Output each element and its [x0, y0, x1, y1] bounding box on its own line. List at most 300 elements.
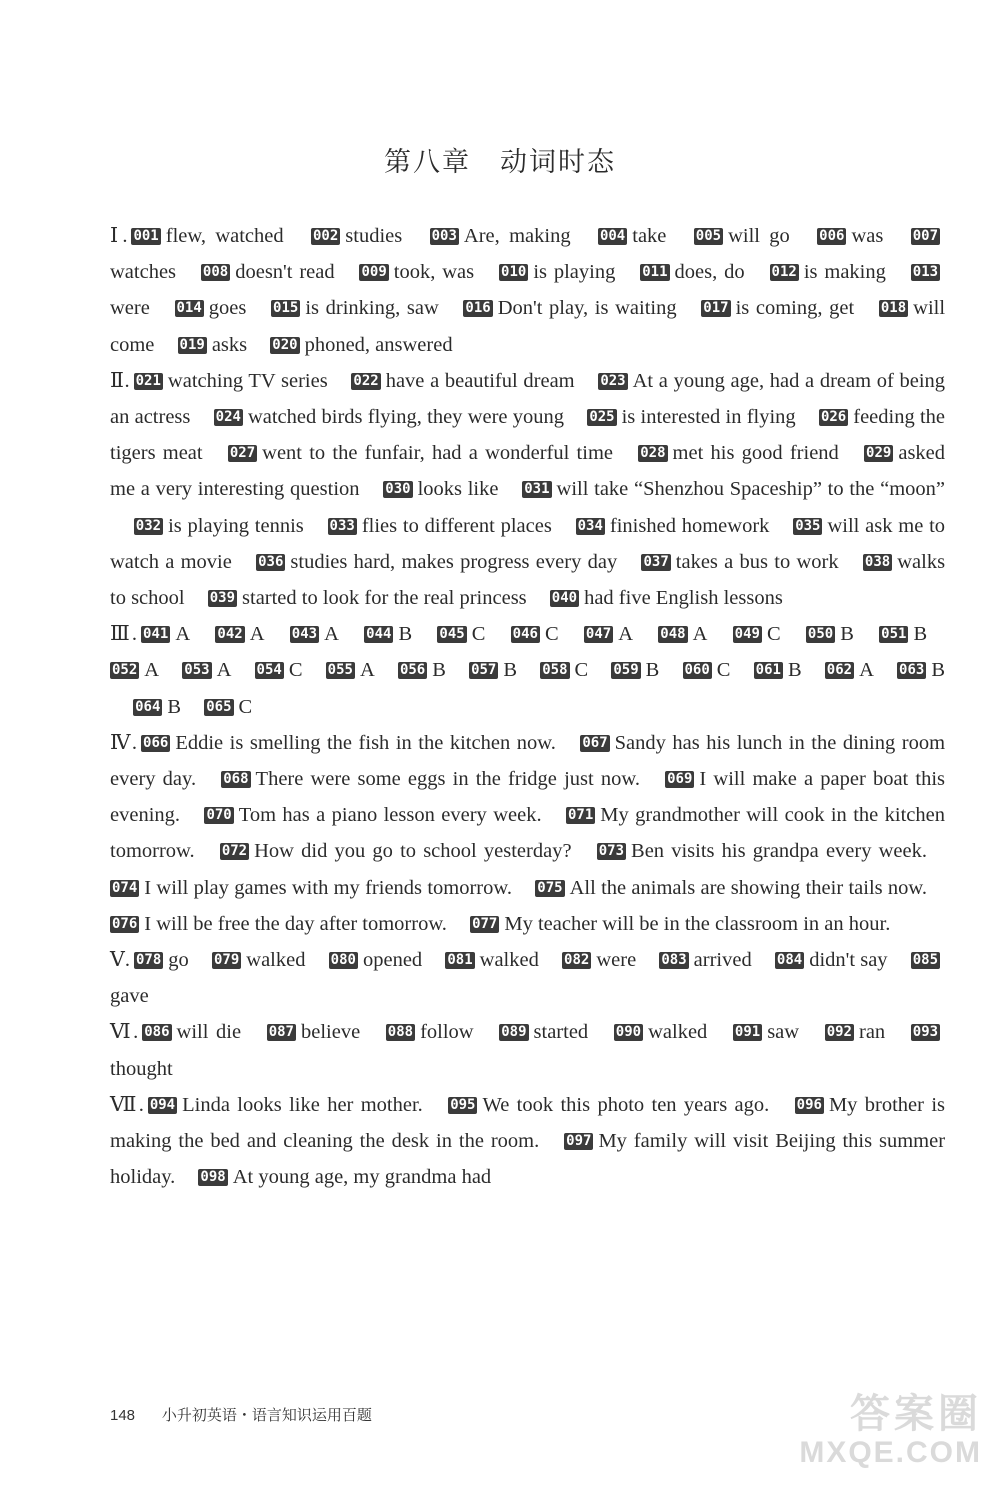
answer-text: will take “Shenzhou Spaceship” to the “moon”	[556, 478, 946, 501]
answer-text: gave	[110, 985, 149, 1008]
answer-item	[329, 949, 423, 971]
answer-text: Don't play, is waiting	[497, 297, 677, 320]
answer-item	[658, 623, 707, 645]
question-number-badge: 075	[537, 879, 563, 896]
answer-item	[535, 877, 927, 899]
answer-text: looks like	[417, 478, 499, 501]
answer-text: saw	[767, 1021, 800, 1044]
answer-text: B	[503, 659, 518, 682]
answer-text: Linda looks like her mother.	[182, 1093, 423, 1116]
answer-item	[430, 225, 571, 247]
question-number-badge: 064	[135, 698, 161, 715]
answer-text: watches	[110, 261, 177, 284]
answer-text: studies hard, makes progress every day	[290, 550, 618, 573]
answer-item	[110, 913, 447, 935]
answer-section	[110, 725, 945, 942]
answer-item	[701, 297, 854, 319]
answer-text: finished homework	[609, 514, 770, 537]
question-number-badge: 024	[215, 409, 241, 426]
question-number-badge: 074	[112, 879, 138, 896]
question-number-badge: 098	[200, 1169, 226, 1186]
question-number-badge: 013	[912, 264, 939, 281]
question-number-badge: 096	[796, 1096, 822, 1113]
answer-item	[614, 1021, 708, 1043]
question-number-badge: 026	[820, 409, 847, 426]
question-number-badge: 053	[184, 662, 210, 679]
answer-text: A	[359, 659, 375, 682]
question-number-badge: 089	[501, 1024, 527, 1041]
answer-text: opened	[362, 949, 423, 972]
question-number-badge: 088	[387, 1024, 414, 1041]
question-number-badge: 046	[512, 626, 538, 643]
question-number-badge: 031	[524, 481, 550, 498]
question-number-badge: 078	[136, 952, 162, 969]
answer-text: had five English lessons	[584, 587, 783, 610]
question-number-badge: 065	[206, 698, 232, 715]
answer-text: walked	[479, 949, 539, 972]
answer-item	[825, 659, 874, 681]
answer-text: B	[931, 659, 946, 682]
question-number-badge: 039	[209, 590, 236, 607]
answer-item	[562, 949, 636, 971]
answer-item	[201, 261, 335, 283]
question-number-badge: 004	[599, 228, 626, 244]
question-number-badge: 069	[667, 771, 693, 788]
answer-item	[638, 442, 839, 464]
question-number-badge: 022	[353, 372, 379, 389]
answer-item	[587, 406, 795, 428]
question-number-badge: 023	[600, 372, 626, 389]
answer-item	[182, 659, 231, 681]
answer-text: I will be free the day after tomorrow.	[144, 912, 447, 935]
answer-text: is drinking, saw	[305, 297, 439, 320]
question-number-badge: 077	[472, 915, 498, 932]
answer-text: is coming, get	[735, 297, 855, 320]
answer-text: arrived	[693, 949, 752, 972]
question-number-badge: 054	[256, 662, 282, 679]
answer-text: will die	[176, 1021, 242, 1044]
question-number-badge: 029	[866, 445, 892, 462]
answer-text: How did you go to school yesterday?	[254, 840, 572, 863]
answer-text: A	[859, 659, 874, 682]
watermark	[799, 1392, 982, 1470]
answer-section	[110, 363, 945, 616]
answer-text: flew, watched	[165, 225, 284, 247]
page-number: 148	[110, 1407, 136, 1424]
question-number-badge: 093	[912, 1024, 939, 1041]
answer-text: At a young age, had a dream of being an actress	[110, 369, 946, 429]
answer-item	[437, 623, 485, 645]
question-number-badge: 003	[431, 228, 457, 244]
answer-item	[499, 261, 615, 283]
answer-text: didn't say	[809, 949, 888, 972]
question-number-badge: 057	[471, 662, 497, 679]
answer-item	[611, 659, 659, 681]
answer-item	[110, 877, 512, 899]
question-number-badge: 001	[133, 228, 159, 244]
question-number-badge: 094	[149, 1096, 176, 1113]
question-number-badge: 006	[819, 228, 845, 244]
question-number-badge: 056	[399, 662, 426, 679]
answer-item	[364, 623, 412, 645]
question-number-badge: 066	[143, 734, 169, 751]
question-number-badge: 085	[912, 952, 939, 969]
answer-text: walked	[246, 949, 306, 972]
answer-item	[597, 840, 927, 862]
answer-text: A	[216, 659, 232, 682]
section-label: Ⅱ.	[110, 369, 130, 392]
question-number-badge: 041	[143, 626, 169, 643]
answer-item	[214, 406, 564, 428]
answer-item	[221, 768, 640, 790]
answer-text: went to the funfair, had a wonderful time	[262, 442, 613, 465]
answer-item	[383, 478, 498, 500]
answer-text: A	[249, 623, 265, 646]
answer-text: met his good friend	[672, 442, 839, 465]
answer-item	[825, 1021, 885, 1043]
answer-text: My teacher will be in the classroom in an hour.	[504, 912, 891, 935]
answer-item	[204, 696, 252, 718]
question-number-badge: 081	[447, 952, 473, 969]
answer-text: At young age, my grandma had	[232, 1166, 492, 1189]
answer-item	[141, 732, 556, 754]
answer-item	[897, 659, 945, 681]
question-number-badge: 079	[213, 952, 240, 969]
section-label: Ⅴ.	[110, 949, 130, 972]
answer-text: My grandmother will cook in the kitchen tomorrow.	[110, 804, 945, 863]
answer-item	[204, 804, 541, 826]
chapter-title: 第八章 动词时态	[384, 147, 616, 178]
answer-item	[178, 334, 248, 356]
answer-text: started to look for the real princess	[242, 587, 527, 610]
section-label: Ⅳ.	[110, 731, 138, 754]
answer-item	[267, 1021, 361, 1043]
answer-item	[326, 659, 375, 681]
answer-text: watched birds flying, they were young	[247, 406, 565, 429]
answer-item	[351, 370, 574, 392]
question-number-badge: 019	[179, 336, 205, 353]
answer-text: Tom has a piano lesson every week.	[238, 804, 542, 827]
answer-item	[598, 225, 666, 247]
answer-text: takes a bus to work	[675, 550, 839, 573]
answer-text: B	[840, 623, 854, 646]
answer-item	[386, 1021, 474, 1043]
answer-text: All the animals are showing their tails now.	[569, 876, 928, 899]
question-number-badge: 030	[385, 481, 411, 498]
question-number-badge: 034	[577, 517, 603, 534]
answer-text: feeding the tigers meat	[110, 406, 946, 465]
answer-text: flies to different places	[361, 514, 552, 537]
question-number-badge: 092	[826, 1024, 852, 1041]
answer-text: ran	[859, 1021, 886, 1044]
answer-text: C	[766, 623, 781, 646]
answer-item	[879, 623, 927, 645]
question-number-badge: 095	[450, 1096, 476, 1113]
answer-item	[311, 225, 402, 247]
answer-text: C	[544, 623, 559, 646]
answer-text: B	[913, 623, 928, 646]
answer-item	[469, 659, 517, 681]
answer-text: have a beautiful dream	[385, 369, 575, 392]
question-number-badge: 048	[660, 626, 686, 643]
answer-text: will ask me to watch a movie	[110, 514, 946, 573]
question-number-badge: 012	[771, 264, 797, 281]
answer-item	[142, 1021, 241, 1043]
answer-item	[212, 949, 306, 971]
answer-text: B	[167, 695, 182, 718]
question-number-badge: 047	[585, 626, 612, 643]
answer-item	[133, 696, 181, 718]
question-number-badge: 097	[566, 1133, 592, 1150]
answer-item	[445, 949, 539, 971]
question-number-badge: 005	[695, 228, 722, 244]
answer-text: There were some eggs in the fridge just now.	[255, 768, 640, 791]
answer-item	[754, 659, 802, 681]
answer-item	[659, 949, 751, 971]
question-number-badge: 049	[734, 626, 760, 643]
question-number-badge: 020	[272, 336, 298, 353]
answer-text: studies	[345, 225, 403, 247]
answer-item	[470, 913, 890, 935]
question-number-badge: 015	[273, 300, 299, 317]
answer-text: was	[851, 225, 884, 247]
answer-item	[540, 659, 588, 681]
answer-text: is making	[803, 261, 886, 284]
answer-text: will come	[110, 297, 946, 356]
question-number-badge: 050	[807, 626, 834, 643]
question-number-badge: 083	[661, 952, 687, 969]
question-number-badge: 038	[864, 553, 891, 570]
question-number-badge: 036	[258, 553, 284, 570]
question-number-badge: 062	[826, 662, 853, 679]
question-number-badge: 090	[615, 1024, 642, 1041]
answer-item	[131, 225, 283, 247]
answer-item	[733, 1021, 799, 1043]
section-label: Ⅲ.	[110, 623, 138, 646]
answer-item	[817, 225, 883, 247]
question-number-badge: 008	[202, 264, 229, 281]
section-label: Ⅶ.	[110, 1093, 144, 1116]
answer-item	[522, 478, 945, 500]
answer-item	[733, 623, 781, 645]
question-number-badge: 027	[229, 445, 256, 462]
answer-text: C	[471, 623, 486, 646]
answer-text: go	[168, 949, 189, 972]
answer-item	[198, 1166, 491, 1188]
answer-item	[110, 659, 159, 681]
answer-item	[550, 587, 783, 609]
answer-item	[683, 659, 731, 681]
answer-text: walked	[648, 1021, 708, 1044]
answer-text: Eddie is smelling the fish in the kitchen now.	[175, 731, 556, 754]
question-number-badge: 051	[881, 626, 907, 643]
answer-text: B	[398, 623, 413, 646]
answer-text: goes	[208, 297, 247, 320]
answer-item	[641, 551, 838, 573]
question-number-badge: 084	[776, 952, 803, 969]
answer-text: C	[574, 659, 589, 682]
answer-item	[270, 334, 452, 356]
answer-text: A	[144, 659, 160, 682]
answer-text: Ben visits his grandpa every week.	[631, 840, 928, 863]
answer-section	[110, 1087, 945, 1196]
question-number-badge: 067	[582, 734, 608, 751]
answer-text: A	[618, 623, 634, 646]
answer-text: B	[432, 659, 446, 682]
answer-text: phoned, answered	[304, 333, 453, 356]
answer-item	[694, 225, 790, 247]
answer-item	[141, 623, 190, 645]
answer-section	[110, 1014, 945, 1086]
question-number-badge: 018	[880, 300, 907, 317]
answer-item	[584, 623, 633, 645]
answer-text: B	[645, 659, 660, 682]
question-number-badge: 040	[551, 590, 578, 607]
answer-text: thought	[110, 1057, 173, 1080]
answer-text: does, do	[674, 261, 745, 284]
question-number-badge: 016	[465, 300, 491, 317]
answer-text: I will make a paper boat this evening.	[110, 768, 946, 827]
question-number-badge: 007	[912, 228, 939, 244]
answer-text: were	[596, 949, 637, 972]
question-number-badge: 037	[643, 553, 669, 570]
question-number-badge: 061	[755, 662, 781, 679]
question-number-badge: 010	[501, 264, 527, 281]
answer-item	[256, 551, 617, 573]
question-number-badge: 045	[439, 626, 465, 643]
question-number-badge: 071	[567, 807, 594, 824]
question-number-badge: 068	[223, 771, 249, 788]
answer-text: walks to school	[110, 550, 946, 610]
answer-section	[110, 218, 945, 363]
answer-item	[770, 261, 886, 283]
answer-item	[463, 297, 676, 319]
answer-item	[134, 515, 304, 537]
answer-item	[134, 949, 189, 971]
answer-text: is interested in flying	[621, 406, 796, 429]
answer-text: Sandy has his lunch in the dining room every day.	[110, 731, 946, 791]
question-number-badge: 063	[899, 662, 925, 679]
section-label: Ⅰ.	[110, 225, 128, 247]
question-number-badge: 087	[268, 1024, 294, 1041]
question-number-badge: 044	[366, 626, 392, 643]
page-footer	[110, 1404, 372, 1425]
watermark-logo: 答案圈	[850, 1392, 982, 1436]
answer-item	[359, 261, 474, 283]
question-number-badge: 072	[221, 843, 248, 860]
question-number-badge: 082	[564, 952, 590, 969]
question-number-badge: 042	[217, 626, 243, 643]
answer-item	[148, 1094, 423, 1116]
question-number-badge: 070	[206, 807, 232, 824]
answer-text: is playing tennis	[168, 514, 304, 537]
answer-text: I will play games with my friends tomorrow.	[144, 876, 512, 899]
answer-text: asked me a very interesting question	[110, 442, 946, 501]
answer-item	[398, 659, 446, 681]
answer-text: Are, making	[463, 225, 571, 247]
question-number-badge: 032	[135, 517, 162, 534]
question-number-badge: 028	[640, 445, 666, 462]
answer-text: follow	[420, 1021, 474, 1044]
answer-item	[640, 261, 744, 283]
answer-text: C	[238, 695, 253, 718]
answer-text: My brother is making the bed and cleaning the desk in the room.	[110, 1093, 946, 1153]
answer-text: asks	[211, 333, 248, 356]
question-number-badge: 021	[135, 372, 161, 389]
question-number-badge: 076	[112, 915, 138, 932]
answer-item	[806, 623, 854, 645]
answer-text: took, was	[393, 261, 475, 284]
question-number-badge: 052	[112, 662, 138, 679]
answer-text: doesn't read	[235, 261, 335, 284]
section-label: Ⅵ.	[110, 1021, 139, 1044]
answer-item	[775, 949, 888, 971]
question-number-badge: 086	[144, 1024, 170, 1041]
question-number-badge: 017	[703, 300, 729, 317]
question-number-badge: 025	[589, 409, 615, 426]
question-number-badge: 011	[642, 264, 668, 281]
answer-item	[134, 370, 328, 392]
answer-text: A	[175, 623, 191, 646]
answer-item	[215, 623, 264, 645]
question-number-badge: 073	[598, 843, 625, 860]
question-number-badge: 091	[734, 1024, 761, 1041]
answer-text: started	[533, 1021, 589, 1044]
answer-item	[220, 840, 572, 862]
answer-item	[228, 442, 613, 464]
question-number-badge: 035	[795, 517, 821, 534]
watermark-url: MXQE.COM	[799, 1436, 982, 1469]
answer-item	[328, 515, 552, 537]
answer-item	[448, 1094, 769, 1116]
question-number-badge: 080	[330, 952, 356, 969]
question-number-badge: 055	[327, 662, 353, 679]
answer-section	[110, 616, 945, 725]
question-number-badge: 060	[684, 662, 710, 679]
answer-item	[255, 659, 303, 681]
question-number-badge: 014	[176, 300, 202, 317]
answer-text: My family will visit Beijing this summer holiday.	[110, 1130, 946, 1189]
answer-item	[576, 515, 770, 537]
book-title: 小升初英语・语言知识运用百题	[161, 1406, 372, 1424]
question-number-badge: 009	[361, 264, 387, 281]
answer-item	[175, 297, 247, 319]
answer-text: C	[288, 659, 303, 682]
question-number-badge: 002	[312, 228, 339, 244]
answer-text: We took this photo ten years ago.	[482, 1093, 770, 1116]
answer-item	[290, 623, 339, 645]
question-number-badge: 058	[542, 662, 568, 679]
answer-item	[511, 623, 559, 645]
answer-text: A	[692, 623, 708, 646]
answer-text: C	[716, 659, 731, 682]
answer-item	[499, 1021, 588, 1043]
answer-section	[110, 942, 945, 1014]
answer-text: were	[110, 297, 150, 320]
answer-text: B	[787, 659, 802, 682]
answer-text: watching TV series	[167, 369, 328, 392]
question-number-badge: 043	[291, 626, 318, 643]
answer-text: will go	[728, 225, 790, 247]
answer-text: is playing	[533, 261, 616, 284]
answer-text: believe	[300, 1021, 361, 1044]
answer-text: A	[324, 623, 339, 646]
question-number-badge: 059	[613, 662, 639, 679]
answer-content	[110, 218, 945, 1195]
answer-text: take	[632, 225, 667, 247]
question-number-badge: 033	[329, 517, 355, 534]
answer-item	[208, 587, 527, 609]
